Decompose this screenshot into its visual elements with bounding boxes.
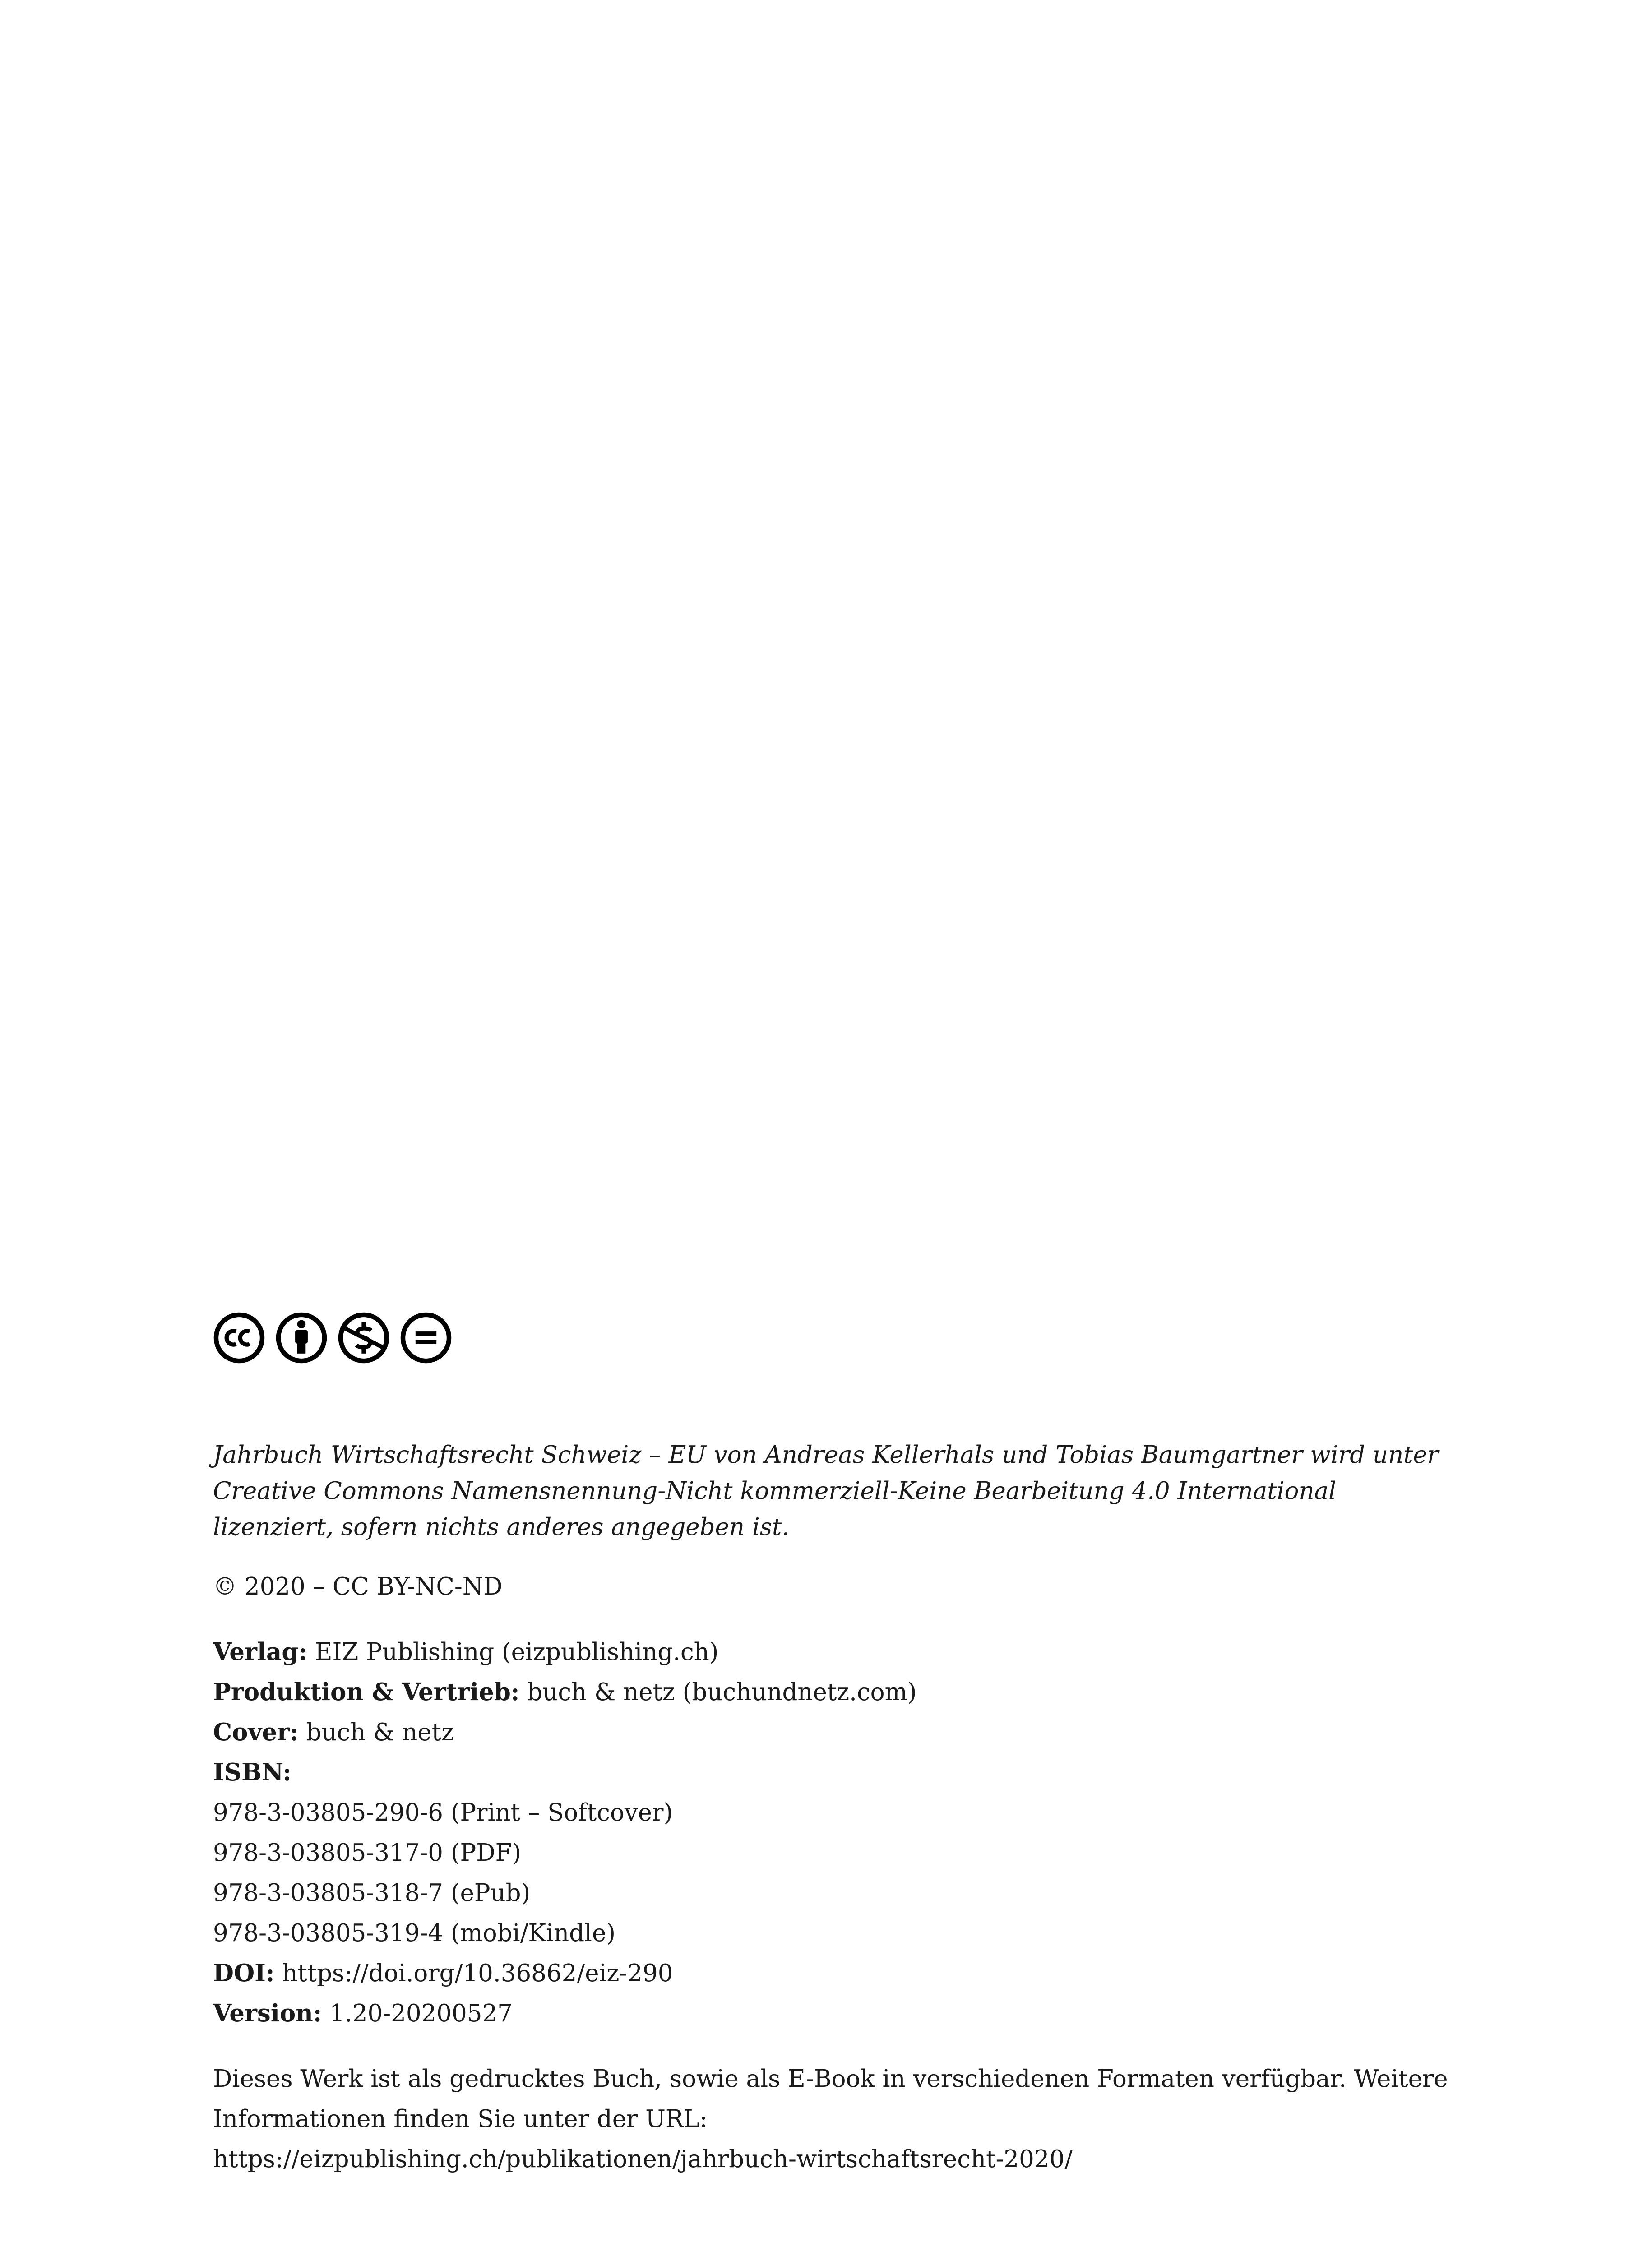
availability-url: https://eizpublishing.ch/publikationen/jahrbuch-wirtschaftsrecht-2020/ — [213, 2145, 1073, 2173]
nc-icon — [338, 1312, 390, 1364]
cover-value: buch & netz — [306, 1719, 454, 1746]
license-icons — [213, 1311, 1458, 1365]
availability-note — [213, 2059, 1458, 2179]
version-label: Version: — [213, 1999, 322, 2027]
cover-row — [213, 1712, 1458, 1752]
produktion-value: buch & netz (buchundnetz.com) — [527, 1678, 917, 1706]
produktion-label: Produktion & Vertrieb: — [213, 1678, 520, 1706]
nd-icon — [400, 1312, 452, 1364]
by-icon — [275, 1312, 328, 1364]
isbn-mobi: 978-3-03805-319-4 (mobi/Kindle) — [213, 1919, 616, 1947]
availability-line-2: Informationen finden Sie unter der URL: — [213, 2105, 708, 2133]
cover-label: Cover: — [213, 1718, 299, 1746]
doi-value: https://doi.org/10.36862/eiz-290 — [282, 1960, 673, 1987]
isbn-print: 978-3-03805-290-6 (Print – Softcover) — [213, 1799, 673, 1826]
availability-line-1: Dieses Werk ist als gedrucktes Buch, sowie als E-Book in verschiedenen Formaten verfügbar. Weitere — [213, 2065, 1448, 2093]
cc-icon — [213, 1312, 265, 1364]
isbn-row — [213, 1752, 1458, 1793]
verlag-row — [213, 1632, 1458, 1672]
verlag-label: Verlag: — [213, 1638, 307, 1666]
license-text: Jahrbuch Wirtschaftsrecht Schweiz – EU von Andreas Kellerhals und Tobias Baumgartner wird unter Creative Commons Namensnennung-Nicht kommerziell-Keine Bearbeitung 4.0 International lizenziert, sofern nichts anderes angegeben ist. — [213, 1441, 1439, 1541]
doi-label: DOI: — [213, 1959, 275, 1987]
isbn-label: ISBN: — [213, 1758, 292, 1786]
imprint-details — [213, 1632, 1458, 2034]
copyright-line: © 2020 – CC BY-NC-ND — [213, 1573, 503, 1600]
isbn-pdf: 978-3-03805-317-0 (PDF) — [213, 1839, 522, 1867]
verlag-value: EIZ Publishing (eizpublishing.ch) — [315, 1638, 719, 1666]
imprint-block — [213, 1311, 1458, 2179]
produktion-row — [213, 1672, 1458, 1712]
version-value: 1.20-20200527 — [329, 2000, 513, 2027]
isbn-epub: 978-3-03805-318-7 (ePub) — [213, 1879, 531, 1907]
version-row — [213, 1993, 1458, 2034]
doi-row — [213, 1953, 1458, 1993]
